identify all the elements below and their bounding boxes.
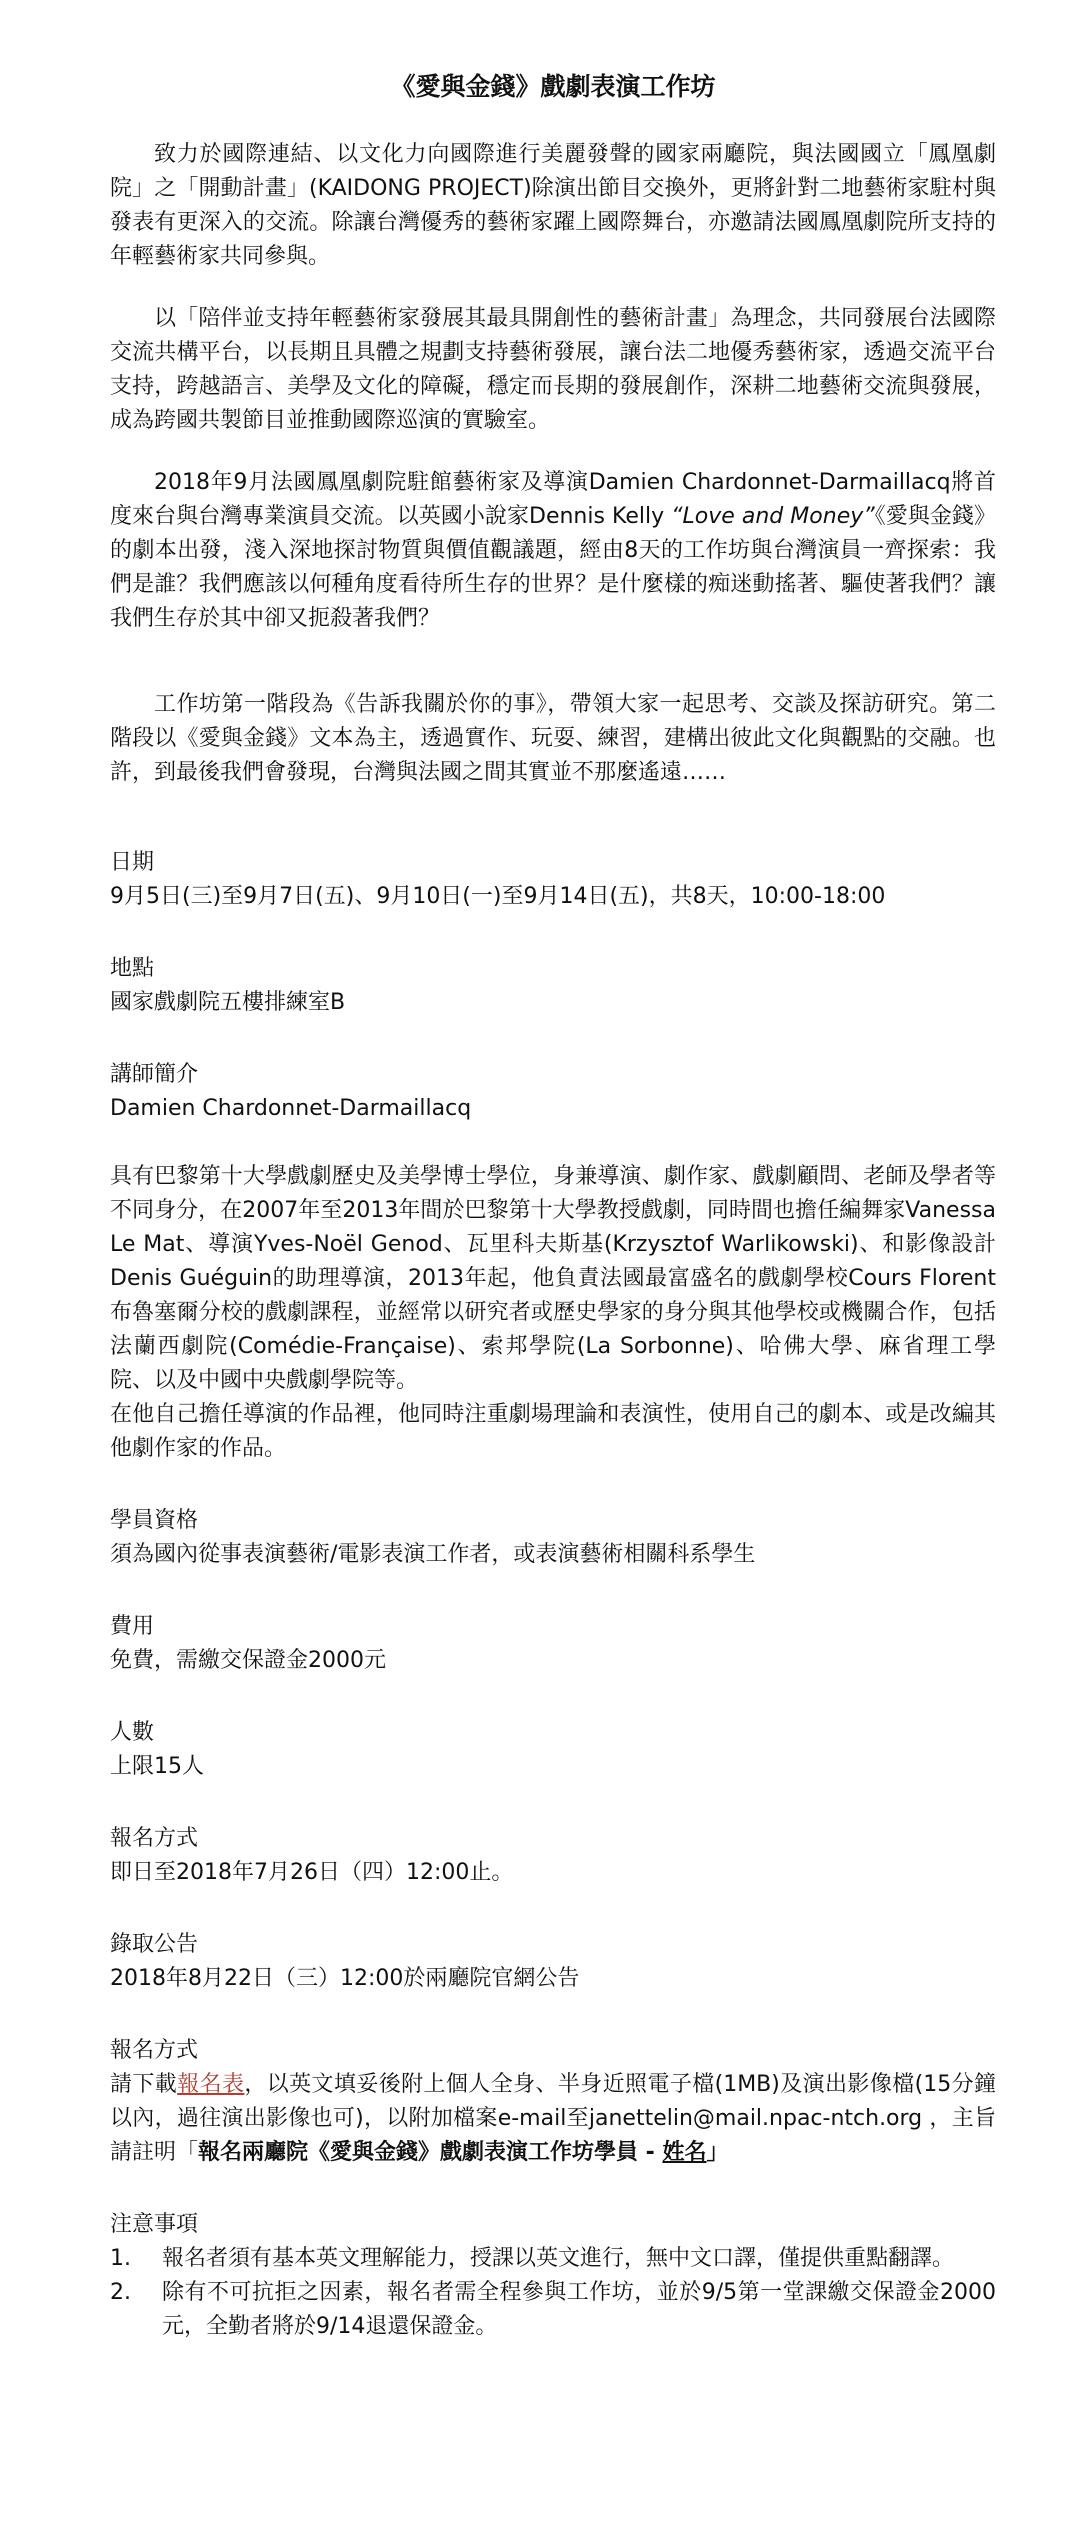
location-value: 國家戲劇院五樓排練室B [110,990,346,1015]
notes-item-number: 1. [110,2246,131,2271]
notes-item-2 [110,2276,996,2344]
email-subject-close: 」 [706,2140,729,2165]
signup-period-label: 報名方式 [110,1826,199,1851]
signup-method-text [110,2068,996,2170]
instructor-bio-2: 在他自己擔任導演的作品裡，他同時注重劇場理論和表演性，使用自己的劇本、或是改編其他劇作家的作品。 [110,1402,996,1461]
notes-list [110,2242,996,2344]
capacity-label: 人數 [110,1720,155,1745]
intro-paragraph-4: 工作坊第一階段為《告訴我關於你的事》，帶領大家一起思考、交談及探訪研究。第二階段以《愛與金錢》文本為主，透過實作、玩耍、練習，建構出彼此文化與觀點的交融。也許，到最後我們會發現，台灣與法國之間其實並不那麼遙遠…… [110,692,996,785]
instructor-name: Damien Chardonnet-Darmaillacq [110,1096,472,1121]
announcement-value: 2018年8月22日（三）12:00於兩廳院官網公告 [110,1966,580,1991]
date-label: 日期 [110,850,155,875]
signup-period-value: 即日至2018年7月26日（四）12:00止。 [110,1860,514,1885]
notes-item-number: 2. [110,2280,131,2305]
signup-period-section [110,1822,996,1890]
capacity-section [110,1716,996,1784]
intro-paragraph-1: 致力於國際連結、以文化力向國際進行美麗發聲的國家兩廳院，與法國國立「鳳凰劇院」之「開動計畫」(KAIDONG PROJECT)除演出節目交換外，更將針對二地藝術家駐村與發表有更深入的交流。除讓台灣優秀的藝術家躍上國際舞台，亦邀請法國鳳凰劇院所支持的年輕藝術家共同參與。 [110,142,996,269]
instructor-section [110,1058,996,1126]
instructor-bio-1: 具有巴黎第十大學戲劇歷史及美學博士學位，身兼導演、劇作家、戲劇顧問、老師及學者等不同身分，在2007年至2013年間於巴黎第十大學教授戲劇，同時間也擔任編舞家Vanessa Le Mat、導演Yves-Noël Genod、瓦里科夫斯基(Krzysztof Warlikowski)、和影像設計Denis Guéguin的助理導演，2013年起，他負責法國最富盛名的戲劇學校Cours Florent布魯塞爾分校的戲劇課程，並經常以研究者或歷史學家的身分與其他學校或機關合作，包括法蘭西劇院(Comédie-Française)、索邦學院(La Sorbonne)、哈佛大學、麻省理工學院、以及中國中央戲劇學院等。 [110,1164,996,1393]
signup-method-prefix: 請下載 [110,2072,178,2097]
intro-paragraph-3-start: 2018年9月法國鳳凰劇院駐館藝術家及導演Damien Chardonnet-Darmaillacq將首度來台與台灣專業演員交流。以英國小說家Dennis Kelly [110,470,996,529]
intro-paragraph-3 [110,466,996,636]
notes-item-text: 報名者須有基本英文理解能力，授課以英文進行，無中文口譯，僅提供重點翻譯。 [162,2246,955,2271]
signup-method-middle: ，以英文填妥後附上個人全身、半身近照電子檔(1MB)及演出影像檔(15分鐘以內，過往演出影像也可)，以附加檔案e-mail至janettelin@mail.npac-ntch.org ，主旨請註明「 [110,2072,996,2165]
email-subject-name: 姓名 [662,2140,707,2165]
notes-section [110,2208,996,2344]
eligibility-label: 學員資格 [110,1508,199,1533]
date-value: 9月5日(三)至9月7日(五)、9月10日(一)至9月14日(五)，共8天，10:00-18:00 [110,884,886,909]
instructor-label: 講師簡介 [110,1062,199,1087]
intro-paragraph-3-end: 《愛與金錢》的劇本出發，淺入深地探討物質與價值觀議題，經由8天的工作坊與台灣演員一齊探索：我們是誰？我們應該以何種角度看待所生存的世界？是什麼樣的痴迷動搖著、驅使著我們？讓我們生存於其中卻又扼殺著我們？ [110,504,996,631]
signup-method-label: 報名方式 [110,2038,199,2063]
fee-section [110,1610,996,1678]
email-subject-format: 報名兩廳院《愛與金錢》戲劇表演工作坊學員 - [198,2140,663,2165]
intro-paragraph-2: 以「陪伴並支持年輕藝術家發展其最具開創性的藝術計畫」為理念，共同發展台法國際交流共構平台，以長期且具體之規劃支持藝術發展，讓台法二地優秀藝術家，透過交流平台支持，跨越語言、美學及文化的障礙，穩定而長期的發展創作，深耕二地藝術交流與發展，成為跨國共製節目並推動國際巡演的實驗室。 [110,306,996,433]
instructor-bio-section [110,1160,996,1466]
play-title-english: “Love and Money” [671,504,875,529]
notes-item-text: 除有不可抗拒之因素，報名者需全程參與工作坊，並於9/5第一堂課繳交保證金2000元，全勤者將於9/14退還保證金。 [162,2280,996,2339]
announcement-section [110,1928,996,1996]
location-section [110,952,996,1020]
signup-method-section [110,2034,996,2170]
notes-label: 注意事項 [110,2212,199,2237]
date-section [110,846,996,914]
document-title: 《愛與金錢》戲劇表演工作坊 [390,72,716,101]
location-label: 地點 [110,956,155,981]
fee-value: 免費，需繳交保證金2000元 [110,1648,386,1673]
announcement-label: 錄取公告 [110,1932,199,1957]
capacity-value: 上限15人 [110,1754,204,1779]
eligibility-section [110,1504,996,1572]
registration-form-link[interactable]: 報名表 [177,2072,245,2097]
notes-item-1 [110,2242,996,2276]
fee-label: 費用 [110,1614,155,1639]
eligibility-value: 須為國內從事表演藝術/電影表演工作者，或表演藝術相關科系學生 [110,1542,756,1567]
